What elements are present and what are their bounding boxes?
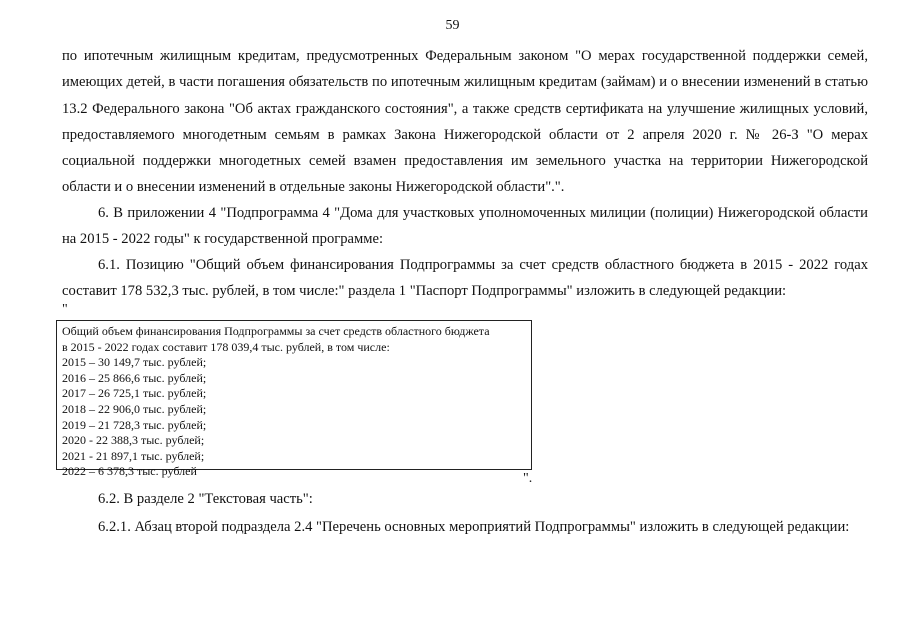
item-6-2-paragraph: 6.2. В разделе 2 "Текстовая часть":	[98, 491, 313, 507]
financing-header-line-2: в 2015 - 2022 годах составит 178 039,4 тыс. рублей, в том числе:	[62, 339, 390, 354]
closing-quote-mark: ".	[523, 471, 533, 486]
opening-quote-mark: "	[62, 302, 68, 317]
financing-year-line: 2020 - 22 388,3 тыс. рублей;	[62, 433, 205, 448]
financing-year-line: 2021 - 21 897,1 тыс. рублей;	[62, 448, 205, 463]
item-6-2-1-paragraph: 6.2.1. Абзац второй подраздела 2.4 "Перечень основных мероприятий Подпрограммы" изложить в следующей редакции:	[98, 519, 850, 535]
financing-year-line: 2019 – 21 728,3 тыс. рублей;	[62, 417, 207, 432]
financing-box	[56, 320, 532, 479]
financing-year-line: 2015 – 30 149,7 тыс. рублей;	[62, 355, 207, 370]
continuation-paragraph: по ипотечным жилищным кредитам, предусмотренных Федеральным законом "О мерах государственной поддержки семей, имеющих детей, в части погашения обязательств по ипотечным жилищным кредитам (займам) и о внесении изменений в статью 13.2 Федерального закона "Об актах гражданского состояния", а также средств сертификата на улучшение жилищных условий, предоставляемого многодетным семьям в рамках Закона Нижегородской области от 2 апреля 2020 г. № 26-З "О мерах социальной поддержки многодетных семей взамен предоставления им земельного участка на территории Нижегородской области и о внесении изменений в отдельные законы Нижегородской области".".	[62, 48, 868, 196]
page-number: 59	[445, 18, 460, 33]
financing-year-line: 2016 – 25 866,6 тыс. рублей;	[62, 370, 207, 385]
item-6-paragraph: 6. В приложении 4 "Подпрограмма 4 "Дома для участковых уполномоченных милиции (полиции) Нижегородской области на 2015 - 2022 годы" к государственной программе:	[62, 205, 868, 248]
financing-year-line: 2018 – 22 906,0 тыс. рублей;	[62, 401, 207, 416]
item-6-1-paragraph: 6.1. Позицию "Общий объем финансирования Подпрограммы за счет средств областного бюджета в 2015 - 2022 годах составит 178 532,3 тыс. рублей, в том числе:" раздела 1 "Паспорт Подпрограммы" изложить в следующей редакции:	[62, 257, 868, 300]
financing-year-line: 2022 – 6 378,3 тыс. рублей	[62, 464, 197, 479]
financing-year-line: 2017 – 26 725,1 тыс. рублей;	[62, 386, 207, 401]
financing-header-line-1: Общий объем финансирования Подпрограммы за счет средств областного бюджета	[62, 324, 490, 338]
